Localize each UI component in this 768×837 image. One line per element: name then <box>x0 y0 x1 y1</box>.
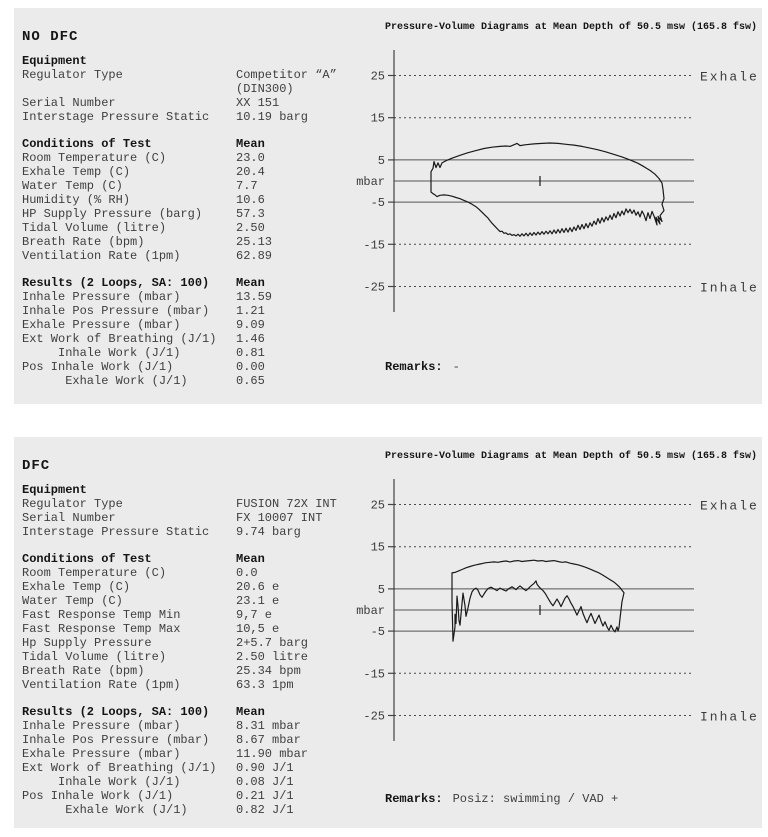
svg-text:-5: -5 <box>370 196 385 211</box>
spec-label: Inhale Work (J/1) <box>22 775 181 789</box>
section-heading-row <box>22 137 374 151</box>
spec-label: Regulator Type <box>22 497 123 511</box>
spec-label: Exhale Temp (C) <box>22 165 131 179</box>
spec-row <box>22 678 374 692</box>
spec-column <box>22 483 374 828</box>
spec-value: 9.74 barg <box>236 525 301 539</box>
spec-row <box>22 636 374 650</box>
spec-label: Interstage Pressure Static <box>22 525 210 539</box>
value-column-heading: Mean <box>236 137 265 151</box>
spec-row <box>22 290 374 304</box>
spec-label: Fast Response Temp Min <box>22 608 181 622</box>
svg-text:25: 25 <box>370 498 385 513</box>
spec-label: Tidal Volume (litre) <box>22 650 167 664</box>
spec-label: Room Temperature (C) <box>22 566 167 580</box>
spec-label: Breath Rate (bpm) <box>22 664 145 678</box>
spec-label: Pos Inhale Work (J/1) <box>22 789 174 803</box>
spec-label: Water Temp (C) <box>22 594 123 608</box>
spec-value: XX 151 <box>236 96 280 110</box>
svg-text:mbar: mbar <box>356 604 385 618</box>
svg-text:Exhale: Exhale <box>700 498 759 514</box>
spec-value: Competitor “A” <box>236 68 337 82</box>
spec-label: HP Supply Pressure (barg) <box>22 207 203 221</box>
svg-text:Exhale: Exhale <box>700 69 759 85</box>
conditions-section <box>22 137 374 263</box>
remarks-value: Posiz: swimming / VAD + <box>452 792 619 806</box>
spec-label: Serial Number <box>22 96 116 110</box>
spec-row <box>22 747 374 761</box>
spec-row <box>22 193 374 207</box>
svg-text:-25: -25 <box>363 709 385 724</box>
section-heading: Conditions of Test <box>22 137 152 151</box>
remarks-value: - <box>452 360 460 374</box>
spec-value: 2.50 litre <box>236 650 309 664</box>
spec-label: Hp Supply Pressure <box>22 636 152 650</box>
panel-title: NO DFC <box>22 29 79 46</box>
spec-label: Exhale Temp (C) <box>22 580 131 594</box>
spec-row <box>22 497 374 511</box>
spec-value: 13.59 <box>236 290 273 304</box>
spec-row <box>22 165 374 179</box>
spec-value: 0.08 J/1 <box>236 775 294 789</box>
spec-value: 2+5.7 barg <box>236 636 309 650</box>
spec-value: 63.3 1pm <box>236 678 294 692</box>
spec-value: 1.46 <box>236 332 265 346</box>
spec-label: Serial Number <box>22 511 116 525</box>
spec-value: 20.4 <box>236 165 265 179</box>
spec-row <box>22 525 374 539</box>
spec-row <box>22 96 374 110</box>
spec-row <box>22 761 374 775</box>
spec-value: 10.19 barg <box>236 110 309 124</box>
spec-value: (DIN300) <box>236 82 294 96</box>
spec-row <box>22 622 374 636</box>
spec-label: Fast Response Temp Max <box>22 622 181 636</box>
spec-row <box>22 68 374 82</box>
value-column-heading: Mean <box>236 705 265 719</box>
spec-value: 25.34 bpm <box>236 664 301 678</box>
spec-label: Humidity (% RH) <box>22 193 131 207</box>
spec-label <box>22 82 236 96</box>
section-heading: Equipment <box>22 483 87 497</box>
spec-row <box>22 719 374 733</box>
spec-value: 9.09 <box>236 318 265 332</box>
spec-label: Water Temp (C) <box>22 179 123 193</box>
spec-row <box>22 360 374 374</box>
spec-label: Ext Work of Breathing (J/1) <box>22 332 217 346</box>
spec-row <box>22 733 374 747</box>
spec-label: Breath Rate (bpm) <box>22 235 145 249</box>
spec-value: 23.1 e <box>236 594 280 608</box>
section-heading-row <box>22 552 374 566</box>
svg-text:5: 5 <box>377 582 385 597</box>
results-section <box>22 276 374 388</box>
spec-row <box>22 511 374 525</box>
spec-value: 7.7 <box>236 179 258 193</box>
spec-label: Inhale Work (J/1) <box>22 346 181 360</box>
spec-value: FUSION 72X INT <box>236 497 337 511</box>
spec-value: 20.6 e <box>236 580 280 594</box>
spec-label: Regulator Type <box>22 68 123 82</box>
spec-label: Inhale Pos Pressure (mbar) <box>22 733 210 747</box>
spec-row <box>22 664 374 678</box>
spec-value: 11.90 mbar <box>236 747 309 761</box>
spec-row <box>22 789 374 803</box>
svg-text:Inhale: Inhale <box>700 280 759 296</box>
spec-label: Interstage Pressure Static <box>22 110 210 124</box>
spec-row <box>22 249 374 263</box>
spec-value: 8.67 mbar <box>236 733 301 747</box>
spec-row <box>22 82 374 96</box>
spec-label: Inhale Pos Pressure (mbar) <box>22 304 210 318</box>
spec-value: 57.3 <box>236 207 265 221</box>
spec-label: Pos Inhale Work (J/1) <box>22 360 174 374</box>
svg-text:15: 15 <box>370 111 385 126</box>
conditions-section <box>22 552 374 692</box>
spec-column <box>22 54 374 401</box>
spec-value: 9,7 e <box>236 608 273 622</box>
spec-row <box>22 221 374 235</box>
remarks-line <box>385 360 460 374</box>
spec-label: Room Temperature (C) <box>22 151 167 165</box>
spec-value: 0.82 J/1 <box>236 803 294 817</box>
spec-value: 0.0 <box>236 566 258 580</box>
report-panel-dfc <box>14 437 762 828</box>
section-heading-row <box>22 276 374 290</box>
equipment-section <box>22 483 374 539</box>
spec-label: Exhale Work (J/1) <box>22 374 188 388</box>
chart-title: Pressure-Volume Diagrams at Mean Depth of 50.5 msw (165.8 fsw) <box>384 451 757 462</box>
spec-row <box>22 179 374 193</box>
panel-title: DFC <box>22 458 51 475</box>
spec-row <box>22 566 374 580</box>
spec-value: 23.0 <box>236 151 265 165</box>
remarks-label: Remarks: <box>385 360 443 374</box>
svg-text:mbar: mbar <box>356 175 385 189</box>
spec-value: 62.89 <box>236 249 273 263</box>
equipment-section <box>22 54 374 124</box>
spec-row <box>22 594 374 608</box>
section-heading: Results (2 Loops, SA: 100) <box>22 705 210 719</box>
spec-row <box>22 318 374 332</box>
spec-value: 10.6 <box>236 193 265 207</box>
spec-row <box>22 803 374 817</box>
spec-value: FX 10007 INT <box>236 511 323 525</box>
spec-value: 0.65 <box>236 374 265 388</box>
spec-row <box>22 650 374 664</box>
svg-text:15: 15 <box>370 540 385 555</box>
spec-row <box>22 775 374 789</box>
spec-value: 10,5 e <box>236 622 280 636</box>
section-heading: Results (2 Loops, SA: 100) <box>22 276 210 290</box>
spec-label: Inhale Pressure (mbar) <box>22 290 181 304</box>
spec-value: 0.21 J/1 <box>236 789 294 803</box>
chart-title: Pressure-Volume Diagrams at Mean Depth of 50.5 msw (165.8 fsw) <box>384 22 757 33</box>
results-section <box>22 705 374 817</box>
svg-text:-15: -15 <box>363 238 385 253</box>
spec-row <box>22 346 374 360</box>
spec-label: Tidal Volume (litre) <box>22 221 167 235</box>
spec-label: Exhale Work (J/1) <box>22 803 188 817</box>
spec-row <box>22 608 374 622</box>
section-heading-row <box>22 705 374 719</box>
svg-text:-15: -15 <box>363 667 385 682</box>
spec-row <box>22 235 374 249</box>
spec-row <box>22 374 374 388</box>
section-heading: Equipment <box>22 54 87 68</box>
svg-text:25: 25 <box>370 69 385 84</box>
spec-value: 25.13 <box>236 235 273 249</box>
section-heading-row <box>22 54 374 68</box>
spec-label: Exhale Pressure (mbar) <box>22 318 181 332</box>
spec-value: 0.00 <box>236 360 265 374</box>
spec-label: Exhale Pressure (mbar) <box>22 747 181 761</box>
svg-text:5: 5 <box>377 153 385 168</box>
spec-label: Inhale Pressure (mbar) <box>22 719 181 733</box>
value-column-heading: Mean <box>236 552 265 566</box>
spec-value: 0.81 <box>236 346 265 360</box>
spec-value: 0.90 J/1 <box>236 761 294 775</box>
section-heading: Conditions of Test <box>22 552 152 566</box>
spec-value: 1.21 <box>236 304 265 318</box>
spec-row <box>22 304 374 318</box>
spec-label: Ventilation Rate (1pm) <box>22 678 181 692</box>
svg-text:-5: -5 <box>370 625 385 640</box>
spec-value: 8.31 mbar <box>236 719 301 733</box>
svg-text:Inhale: Inhale <box>700 709 759 725</box>
spec-row <box>22 110 374 124</box>
value-column-heading: Mean <box>236 276 265 290</box>
spec-label: Ext Work of Breathing (J/1) <box>22 761 217 775</box>
svg-text:-25: -25 <box>363 280 385 295</box>
remarks-line <box>385 792 618 806</box>
section-heading-row <box>22 483 374 497</box>
report-panel-no-dfc <box>14 8 762 404</box>
spec-row <box>22 151 374 165</box>
spec-value: 2.50 <box>236 221 265 235</box>
spec-row <box>22 332 374 346</box>
spec-row <box>22 207 374 221</box>
remarks-label: Remarks: <box>385 792 443 806</box>
spec-row <box>22 580 374 594</box>
spec-label: Ventilation Rate (1pm) <box>22 249 181 263</box>
